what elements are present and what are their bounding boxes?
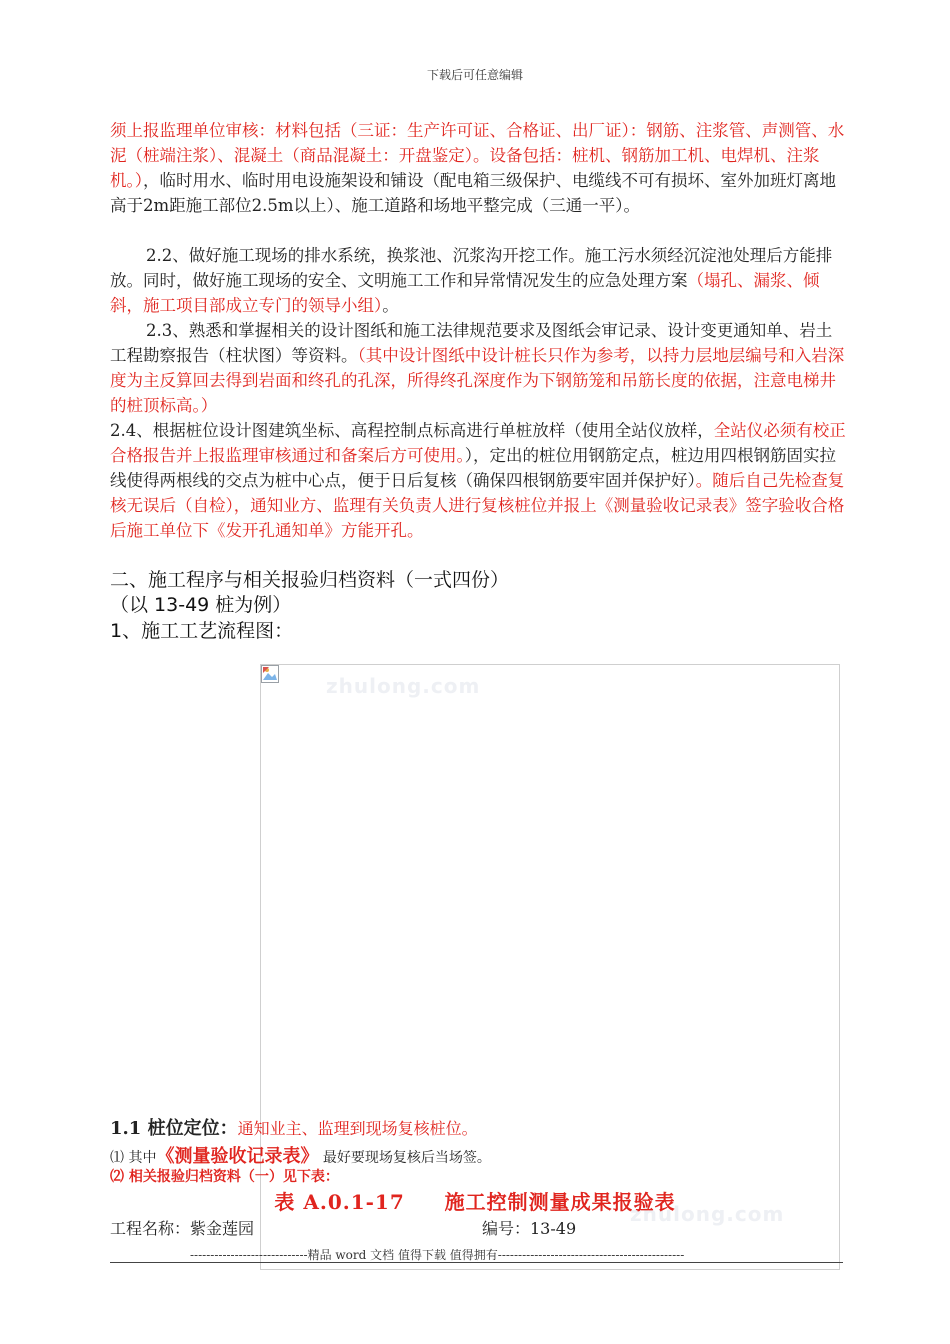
section-2-subtitle: （以 13-49 桩为例） (110, 594, 292, 616)
p4-red-text-2: 。随后自己先检查复核无误后（自检），通知业方、监理有关负责人进行复核桩位并报上《测量验收记录表》签字验收合格后施工单位下《发开孔通知单》方能开孔。 (110, 471, 845, 540)
p3-red-text: （其中设计图纸中设计桩长只作为参考，以持力层地层编号和入岩深度为主反算回去得到岩面和终孔的孔深，所得终孔深度作为下钢筋笼和吊筋长度的依据，注意电梯井的桩顶标高。） (110, 346, 845, 415)
section-1-1 (110, 1114, 478, 1140)
materials-red-text: 须上报监理单位审核：材料包括（三证：生产许可证、合格证、出厂证）：钢筋、注浆管、声测管、水泥（桩端注浆）、混凝土（商品混凝土：开盘鉴定）。设备包括：桩机、钢筋加工机、电焊机、注浆机。） (110, 121, 845, 190)
page-footer: -----------------------------精品 word 文档 值得下载 值得拥有---------------------------------------------- (190, 1248, 685, 1262)
p2-red-text: （塌孔、漏浆、倾斜，施工项目部成立专门的领导小组） (110, 271, 820, 315)
paragraph-2-4 (110, 418, 848, 543)
section-2-title: 二、施工程序与相关报验归档资料（一式四份） (110, 569, 510, 591)
note-1-prefix: ⑴ 其中 (110, 1150, 157, 1166)
section-1-1-label: 1.1 桩位定位： (110, 1118, 238, 1139)
p2-tail: 。 (382, 296, 399, 315)
page-header: 下载后可任意编辑 (426, 68, 523, 82)
section-1-1-note: 通知业主、监理到现场复核桩位。 (237, 1119, 478, 1138)
footer-divider (110, 1262, 843, 1263)
broken-image-icon (261, 665, 279, 683)
table-name: 施工控制测量成果报验表 (444, 1190, 676, 1214)
flowchart-image-frame (260, 664, 840, 1270)
note-1-suffix: 最好要现场复核后当场签。 (322, 1150, 491, 1166)
watermark: zhulong.com (326, 674, 481, 698)
project-name: 工程名称：紫金莲园 (110, 1219, 255, 1238)
flowchart-heading: 1、施工工艺流程图： (110, 620, 294, 642)
paragraph-materials (110, 118, 848, 218)
materials-black-text: ，临时用水、临时用电设施架设和铺设（配电箱三级保护、电缆线不可有损坏、室外加班灯离地高于2m距施工部位2.5m以上）、施工道路和场地平整完成（三通一平）。 (110, 171, 836, 215)
table-number: 表 A.0.1-17 (274, 1190, 405, 1214)
note-line-1 (110, 1142, 491, 1168)
measurement-form-name: 《测量验收记录表》 (156, 1146, 319, 1167)
p4-black-text-1: 2.4、根据桩位设计图建筑坐标、高程控制点标高进行单桩放样（使用全站仪放样， (110, 421, 714, 440)
p3-black-text: 2.3、熟悉和掌握相关的设计图纸和施工法律规范要求及图纸会审记录、设计变更通知单、岩土工程勘察报告（柱状图）等资料。 (110, 321, 833, 365)
watermark: zhulong.com (630, 1202, 785, 1226)
project-code: 编号：13-49 (482, 1219, 577, 1238)
paragraph-2-2 (110, 243, 848, 318)
note-line-2: ⑵ 相关报验归档资料（一）见下表： (110, 1169, 339, 1185)
table-title (0, 1186, 950, 1215)
p4-black-text-2: ），定出的桩位用钢筋定点，桩边用四根钢筋固实拉线使得两根线的交点为桩中心点，便于日后复核（确保四根钢筋要牢固并保护好） (110, 446, 836, 490)
p2-black-text: 2.2、做好施工现场的排水系统，换浆池、沉浆沟开挖工作。施工污水须经沉淀池处理后方能排放。同时，做好施工现场的安全、文明施工工作和异常情况发生的应急处理方案 (110, 246, 833, 290)
paragraph-2-3 (110, 318, 848, 418)
p4-red-text-1: 全站仪必须有校正合格报告并上报监理审核通过和备案后方可使用。 (110, 421, 846, 465)
